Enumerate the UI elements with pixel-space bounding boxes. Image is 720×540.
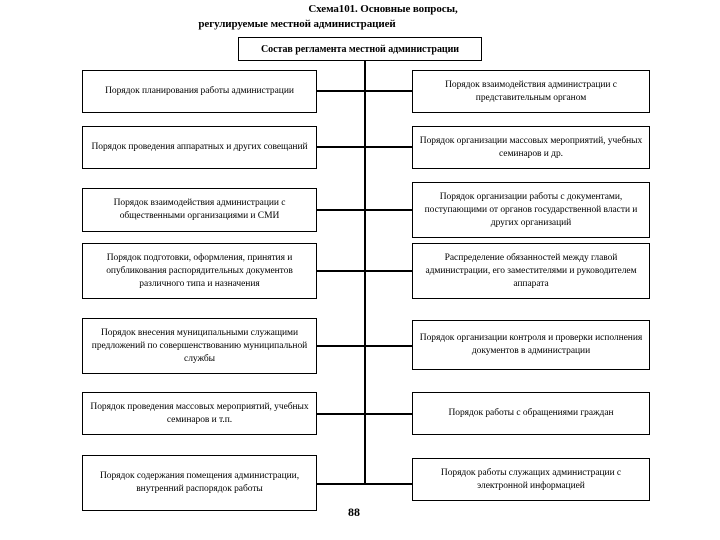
connector-right-2 bbox=[364, 146, 412, 148]
left-node-5[interactable]: Порядок внесения муниципальными служащими предложений по совершенствованию муниципальной службы bbox=[82, 318, 317, 374]
left-node-1[interactable]: Порядок планирования работы администрации bbox=[82, 70, 317, 113]
connector-left-6 bbox=[317, 413, 365, 415]
right-node-4[interactable]: Распределение обязанностей между главой администрации, его заместителями и руководителем аппарата bbox=[412, 243, 650, 299]
right-node-2[interactable]: Порядок организации массовых мероприятий, учебных семинаров и др. bbox=[412, 126, 650, 169]
connector-left-5 bbox=[317, 345, 365, 347]
right-node-1[interactable]: Порядок взаимодействия администрации с представительным органом bbox=[412, 70, 650, 113]
left-node-2[interactable]: Порядок проведения аппаратных и других совещаний bbox=[82, 126, 317, 169]
right-node-6[interactable]: Порядок работы с обращениями граждан bbox=[412, 392, 650, 435]
right-node-5[interactable]: Порядок организации контроля и проверки исполнения документов в администрации bbox=[412, 320, 650, 370]
left-node-7[interactable]: Порядок содержания помещения администрации, внутренний распорядок работы bbox=[82, 455, 317, 511]
left-node-3[interactable]: Порядок взаимодействия администрации с общественными организациями и СМИ bbox=[82, 188, 317, 232]
connector-left-4 bbox=[317, 270, 365, 272]
page-title-line-2: регулируемые местной администрацией bbox=[198, 18, 396, 30]
connector-right-3 bbox=[364, 209, 412, 211]
connector-right-1 bbox=[364, 90, 412, 92]
connector-right-7 bbox=[364, 483, 412, 485]
right-node-7[interactable]: Порядок работы служащих администрации с электронной информацией bbox=[412, 458, 650, 501]
root-node[interactable]: Состав регламента местной администрации bbox=[238, 37, 482, 61]
page-number: 88 bbox=[348, 505, 360, 519]
connector-left-2 bbox=[317, 146, 365, 148]
spine-vertical-line bbox=[364, 61, 366, 485]
left-node-4[interactable]: Порядок подготовки, оформления, принятия и опубликования распорядительных документов различного типа и назначения bbox=[82, 243, 317, 299]
connector-left-7 bbox=[317, 483, 365, 485]
connector-left-1 bbox=[317, 90, 365, 92]
page-title-line-1: Схема101. Основные вопросы, bbox=[308, 3, 458, 15]
connector-left-3 bbox=[317, 209, 365, 211]
connector-right-4 bbox=[364, 270, 412, 272]
connector-right-6 bbox=[364, 413, 412, 415]
page-title bbox=[0, 2, 720, 32]
left-node-6[interactable]: Порядок проведения массовых мероприятий, учебных семинаров и т.п. bbox=[82, 392, 317, 435]
right-node-3[interactable]: Порядок организации работы с документами, поступающими от органов государственной власти и других организаций bbox=[412, 182, 650, 238]
connector-right-5 bbox=[364, 345, 412, 347]
